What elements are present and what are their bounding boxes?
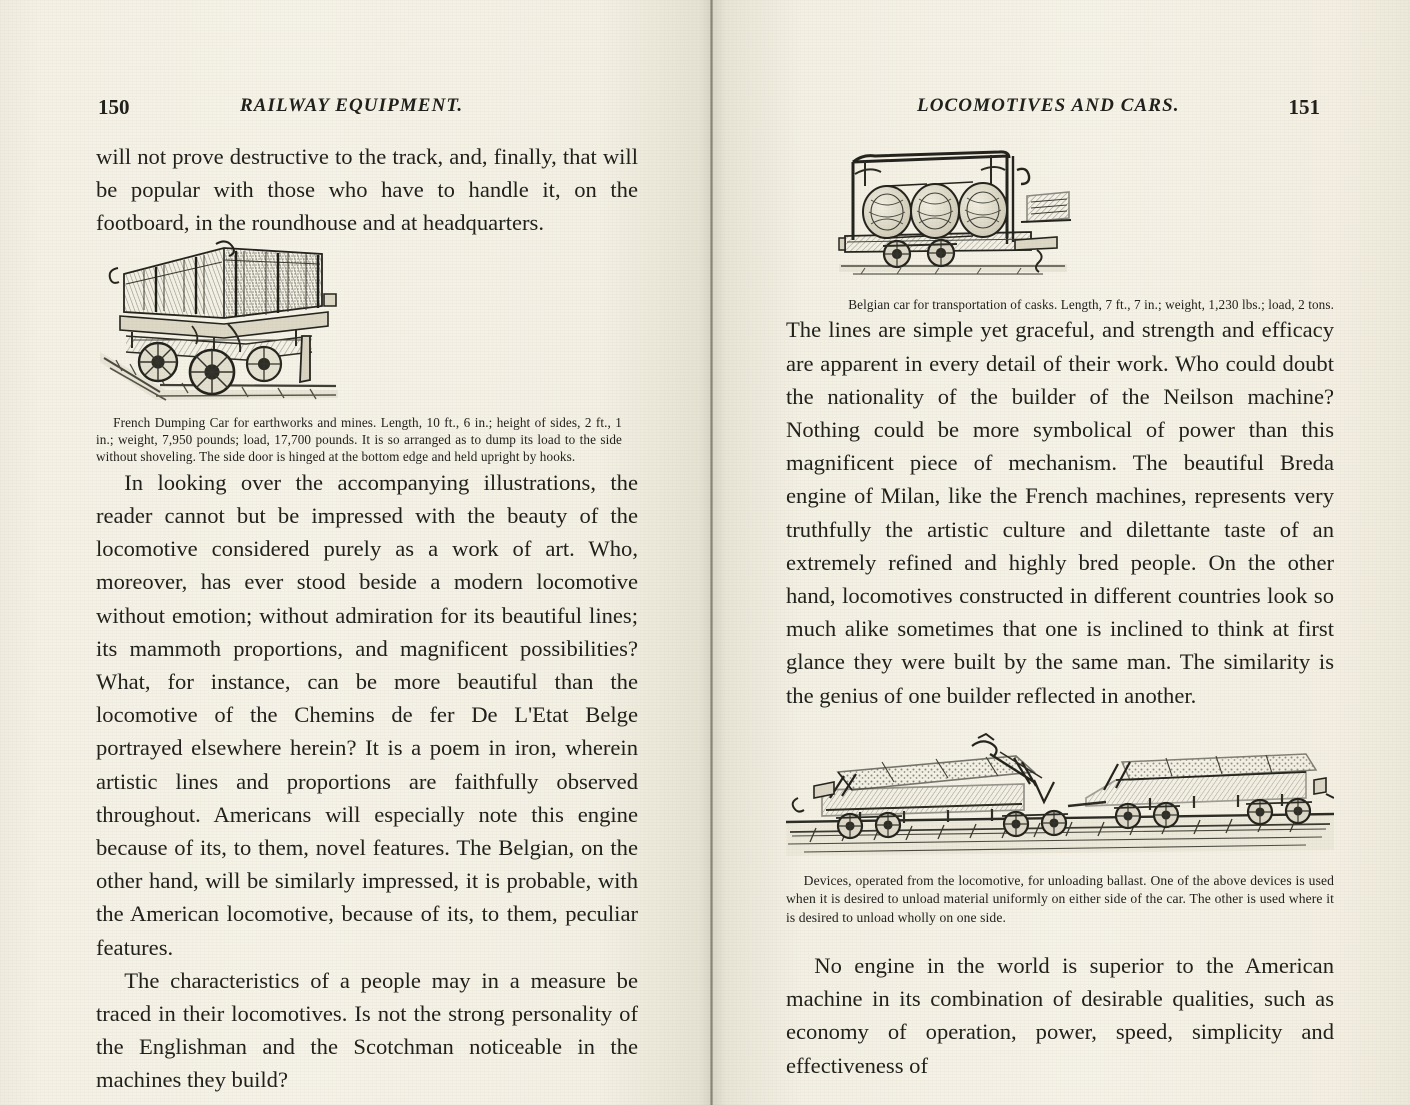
caption-french-dumping-car: French Dumping Car for earthworks and mines. Length, 10 ft., 6 in.; height of sides, 2 ft., 1 in.; weight, 7,950 pounds; load, 17,700 pounds. It is so arranged as to dump its load to the side without shoveling. The side door is hinged at the bottom edge and held upright by hooks.: [96, 414, 622, 465]
page-number-right: 151: [1288, 95, 1320, 119]
caption-ballast-devices: Devices, operated from the locomotive, for unloading ballast. One of the above devices is used when it is desired to unload material uniformly on either side of the car. The other is used where it is desired to unload wholly on one side.: [786, 872, 1334, 925]
french-dumping-car-illustration: [96, 240, 342, 408]
right-column: [786, 140, 1334, 1082]
page-number-left: 150: [98, 95, 130, 119]
right-paragraph-1: The lines are simple yet graceful, and strength and efficacy are apparent in every detail of their work. Who could doubt the nationality of the builder of the Neilson machine? Nothing could be more symbolical of power than this magnificent piece of mechanism. The beautiful Breda engine of Milan, like the French machines, represents very truthfully the artistic culture and dilettante taste of an extremely refined and highly bred people. On the other hand, locomotives constructed in different countries look so much alike sometimes that one is inclined to think at first glance they were built by the same man. The similarity is the genius of one builder reflected in another.: [786, 317, 1334, 708]
running-head-left-title: RAILWAY EQUIPMENT.: [240, 95, 464, 116]
belgian-cask-car-illustration: [831, 140, 1075, 290]
left-paragraph-2: In looking over the accompanying illustrations, the reader cannot but be impressed with the beauty of the locomotive considered purely as a work of art. Who, moreover, has ever stood beside a modern locomotive without emotion; without admiration for its beautiful lines; its mammoth proportions, and magnificent possibilities? What, for instance, can be more beautiful than the locomotive of the Chemins de fer De L'Etat Belge portrayed elsewhere herein? It is a poem in iron, wherein artistic lines and proportions are faithfully observed throughout. Americans will especially note this engine because of its, to them, novel features. The Belgian, on the other hand, will be similarly impressed, it is probable, with the American locomotive, because of its, to them, peculiar features.: [96, 469, 638, 960]
left-column: [96, 140, 638, 1097]
right-paragraph-2: No engine in the world is superior to the American machine in its combination of desirable qualities, such as economy of operation, power, speed, simplicity and effectiveness of: [786, 953, 1334, 1078]
figure-ballast-devices: [786, 732, 1334, 927]
right-page: [712, 0, 1410, 1105]
ballast-unloading-devices-illustration: [786, 732, 1334, 860]
figure-french-dumping-car: [96, 240, 622, 466]
left-paragraph-3: The characteristics of a people may in a measure be traced in their locomotives. Is not the strong personality of the Englishman and the Scotchman noticeable in the machines they build?: [96, 967, 638, 1093]
left-paragraph-1: will not prove destructive to the track, and, finally, that will be popular with those who have to handle it, on the footboard, in the roundhouse and at headquarters.: [96, 144, 638, 236]
running-head-left: [240, 95, 463, 119]
running-head-right: [917, 95, 1180, 119]
running-head-right-title: LOCOMOTIVES AND CARS.: [917, 95, 1180, 116]
caption-belgian-cask-car: Belgian car for transportation of casks. Length, 7 ft., 7 in.; weight, 1,230 lbs.; load, 2 tons.: [848, 297, 1334, 312]
figure-belgian-cask-car: [831, 140, 1334, 313]
